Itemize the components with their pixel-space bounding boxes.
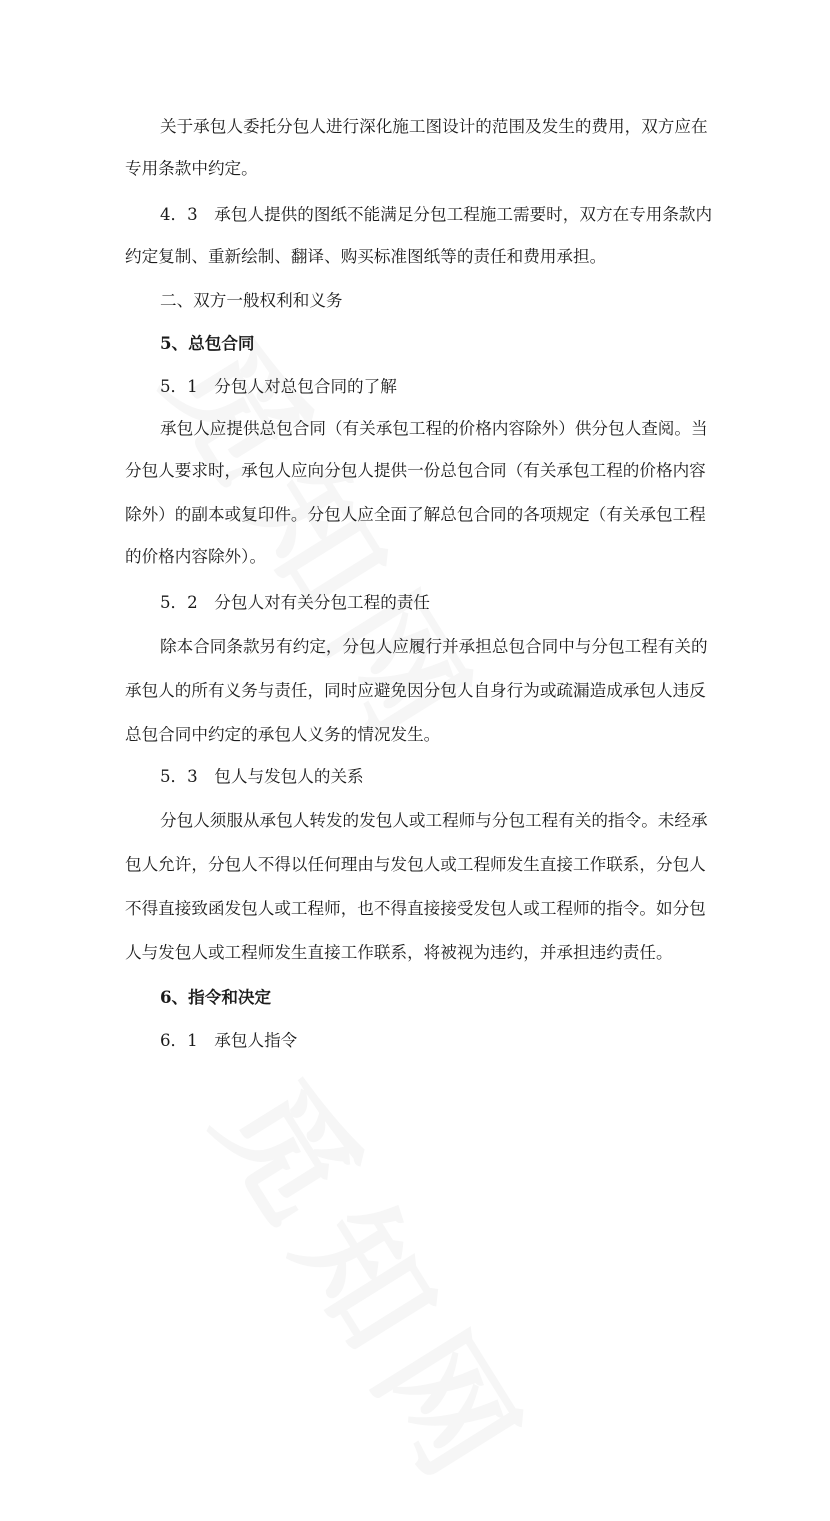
paragraph-line: 包人允许，分包人不得以任何理由与发包人或工程师发生直接工作联系，分包人 — [125, 855, 706, 874]
paragraph-line: 除外）的副本或复印件。分包人应全面了解总包合同的各项规定（有关承包工程 — [125, 505, 706, 524]
paragraph-line: 关于承包人委托分包人进行深化施工图设计的范围及发生的费用，双方应在 — [160, 117, 708, 136]
watermark — [181, 1040, 578, 1521]
paragraph-line: 承包人应提供总包合同（有关承包工程的价格内容除外）供分包人查阅。当 — [160, 419, 708, 438]
section-heading: 二、双方一般权利和义务 — [160, 291, 343, 310]
paragraph-line: 的价格内容除外）。 — [125, 547, 267, 566]
paragraph-line: 专用条款中约定。 — [125, 159, 258, 178]
paragraph-line: 人与发包人或工程师发生直接工作联系，将被视为违约，并承担违约责任。 — [125, 943, 673, 962]
paragraph-line: 不得直接致函发包人或工程师，也不得直接接受发包人或工程师的指令。如分包 — [125, 899, 706, 918]
clause-line: 4．3 承包人提供的图纸不能满足分包工程施工需要时，双方在专用条款内 — [160, 205, 713, 224]
clause-heading: 5．2 分包人对有关分包工程的责任 — [160, 593, 431, 612]
paragraph-line: 约定复制、重新绘制、翻译、购买标准图纸等的责任和费用承担。 — [125, 247, 607, 266]
paragraph-line: 承包人的所有义务与责任，同时应避免因分包人自身行为或疏漏造成承包人违反 — [125, 681, 706, 700]
paragraph-line: 总包合同中约定的承包人义务的情况发生。 — [125, 725, 441, 744]
clause-heading: 5．1 分包人对总包合同的了解 — [160, 377, 397, 396]
paragraph-line: 除本合同条款另有约定，分包人应履行并承担总包合同中与分包工程有关的 — [160, 637, 708, 656]
clause-heading: 5．3 包人与发包人的关系 — [160, 767, 364, 786]
paragraph-line: 分包人须服从承包人转发的发包人或工程师与分包工程有关的指令。未经承 — [160, 811, 708, 830]
article-heading: 5、总包合同 — [160, 333, 255, 353]
paragraph-line: 分包人要求时，承包人应向分包人提供一份总包合同（有关承包工程的价格内容 — [125, 461, 706, 480]
article-heading: 6、指令和决定 — [160, 987, 272, 1007]
watermark — [131, 300, 528, 781]
clause-heading: 6．1 承包人指令 — [160, 1031, 298, 1050]
